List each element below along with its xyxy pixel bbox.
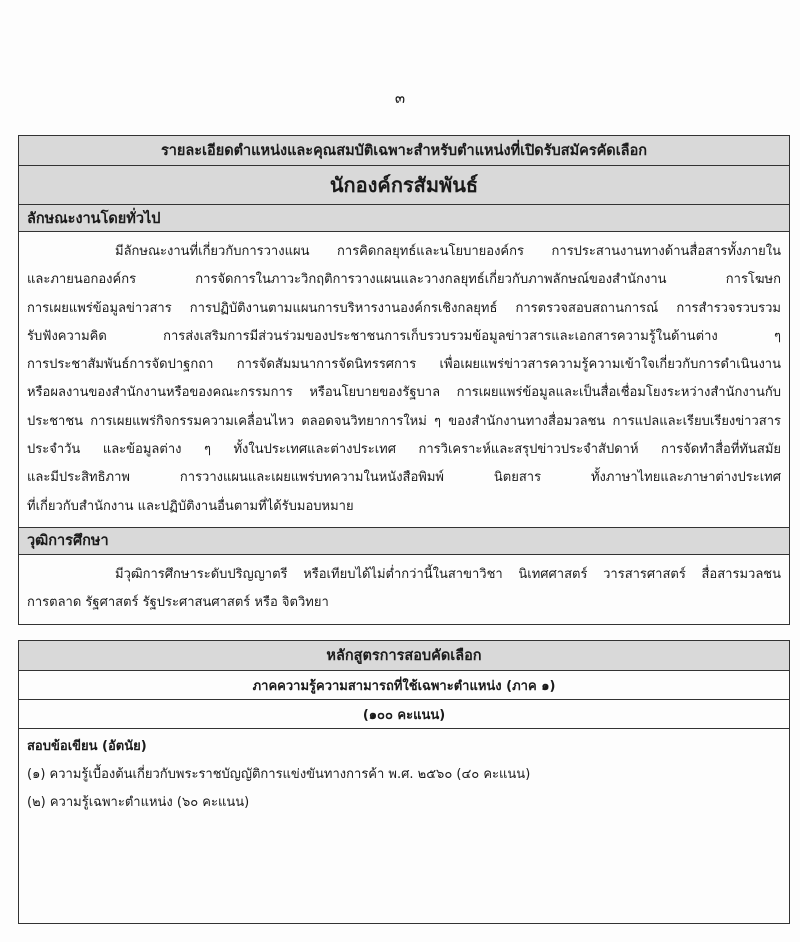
exam-details (19, 729, 790, 924)
position-title: นักองค์กรสัมพันธ์ (19, 166, 790, 205)
text-line: และภายนอกองค์กร การจัดการในภาวะวิกฤติการวางแผนและวางกลยุทธ์เกี่ยวกับภาพลักษณ์ของสำนักงาน การโฆษก (27, 272, 781, 288)
text-line: ประชาชน การเผยแพร่กิจกรรมความเคลื่อนไหว ตลอดจนวิทยาการใหม่ ๆ ของสำนักงานทางสื่อมวลชน การแปลและเรียบเรียงข่าวสาร (27, 413, 781, 429)
text-line: การประชาสัมพันธ์การจัดปาฐกถา การจัดสัมมนาการจัดนิทรรศการ เพื่อเผยแพร่ข่าวสารความรู้ความเข้าใจเกี่ยวกับการดำเนินงาน (27, 357, 781, 373)
exam-table-header: หลักสูตรการสอบคัดเลือก (19, 641, 790, 671)
page-number: ๓ (394, 89, 406, 107)
general-section-label: ลักษณะงานโดยทั่วไป (19, 205, 790, 232)
exam-part-title: ภาคความรู้ความสามารถที่ใช้เฉพาะตำแหน่ง (ภาค ๑) (19, 671, 790, 700)
text-line: หรือผลงานของสำนักงานหรือของคณะกรรมการ หรือนโยบายของรัฐบาล การเผยแพร่ข้อมูลและเป็นสื่อเชื่อมโยงระหว่างสำนักงานกับ (27, 385, 781, 401)
exam-item: (๑) ความรู้เบื้องต้นเกี่ยวกับพระราชบัญญัติการแข่งขันทางการค้า พ.ศ. ๒๕๖๐ (๔๐ คะแนน) (27, 767, 531, 782)
text-line: ที่เกี่ยวกับสำนักงาน และปฏิบัติงานอื่นตามที่ได้รับมอบหมาย (27, 498, 354, 514)
table-header: รายละเอียดตำแหน่งและคุณสมบัติเฉพาะสำหรับตำแหน่งที่เปิดรับสมัครคัดเลือก (19, 136, 790, 166)
text-line: มีลักษณะงานที่เกี่ยวกับการวางแผน การคิดกลยุทธ์และนโยบายองค์กร การประสานงานทางด้านสื่อสารทั้งภายใน (115, 244, 781, 259)
text-line: มีวุฒิการศึกษาระดับปริญญาตรี หรือเทียบได้ไม่ต่ำกว่านี้ในสาขาวิชา นิเทศศาสตร์ วารสารศาสตร์ สื่อสารมวลชน (115, 566, 781, 582)
education-description (19, 554, 790, 624)
position-details-table (18, 135, 790, 625)
exam-curriculum-table (18, 640, 790, 924)
education-section-label: วุฒิการศึกษา (19, 527, 790, 554)
general-description (19, 232, 790, 528)
text-line: การตลาด รัฐศาสตร์ รัฐประศาสนศาสตร์ หรือ จิตวิทยา (27, 595, 329, 611)
written-exam-label: สอบข้อเขียน (อัตนัย) (27, 739, 147, 754)
exam-part-score: (๑๐๐ คะแนน) (19, 700, 790, 729)
text-line: และมีประสิทธิภาพ การวางแผนและเผยแพร่บทความในหนังสือพิมพ์ นิตยสาร ทั้งภาษาไทยและภาษาต่างประเทศ (27, 470, 781, 486)
text-line: ประจำวัน และข้อมูลต่าง ๆ ทั้งในประเทศและต่างประเทศ การวิเคราะห์และสรุปข่าวประจำสัปดาห์ การจัดทำสื่อที่ทันสมัย (27, 442, 781, 458)
text-line: รับฟังความคิด การส่งเสริมการมีส่วนร่วมของประชาชนการเก็บรวบรวมข้อมูลข่าวสารและเอกสารความรู้ในด้านต่าง ๆ (27, 328, 781, 344)
exam-item: (๒) ความรู้เฉพาะตำแหน่ง (๖๐ คะแนน) (27, 795, 250, 810)
text-line: การเผยแพร่ข้อมูลข่าวสาร การปฏิบัติงานตามแผนการบริหารงานองค์กรเชิงกลยุทธ์ การตรวจสอบสถานการณ์ การสำรวจรวบรวม (27, 300, 781, 316)
